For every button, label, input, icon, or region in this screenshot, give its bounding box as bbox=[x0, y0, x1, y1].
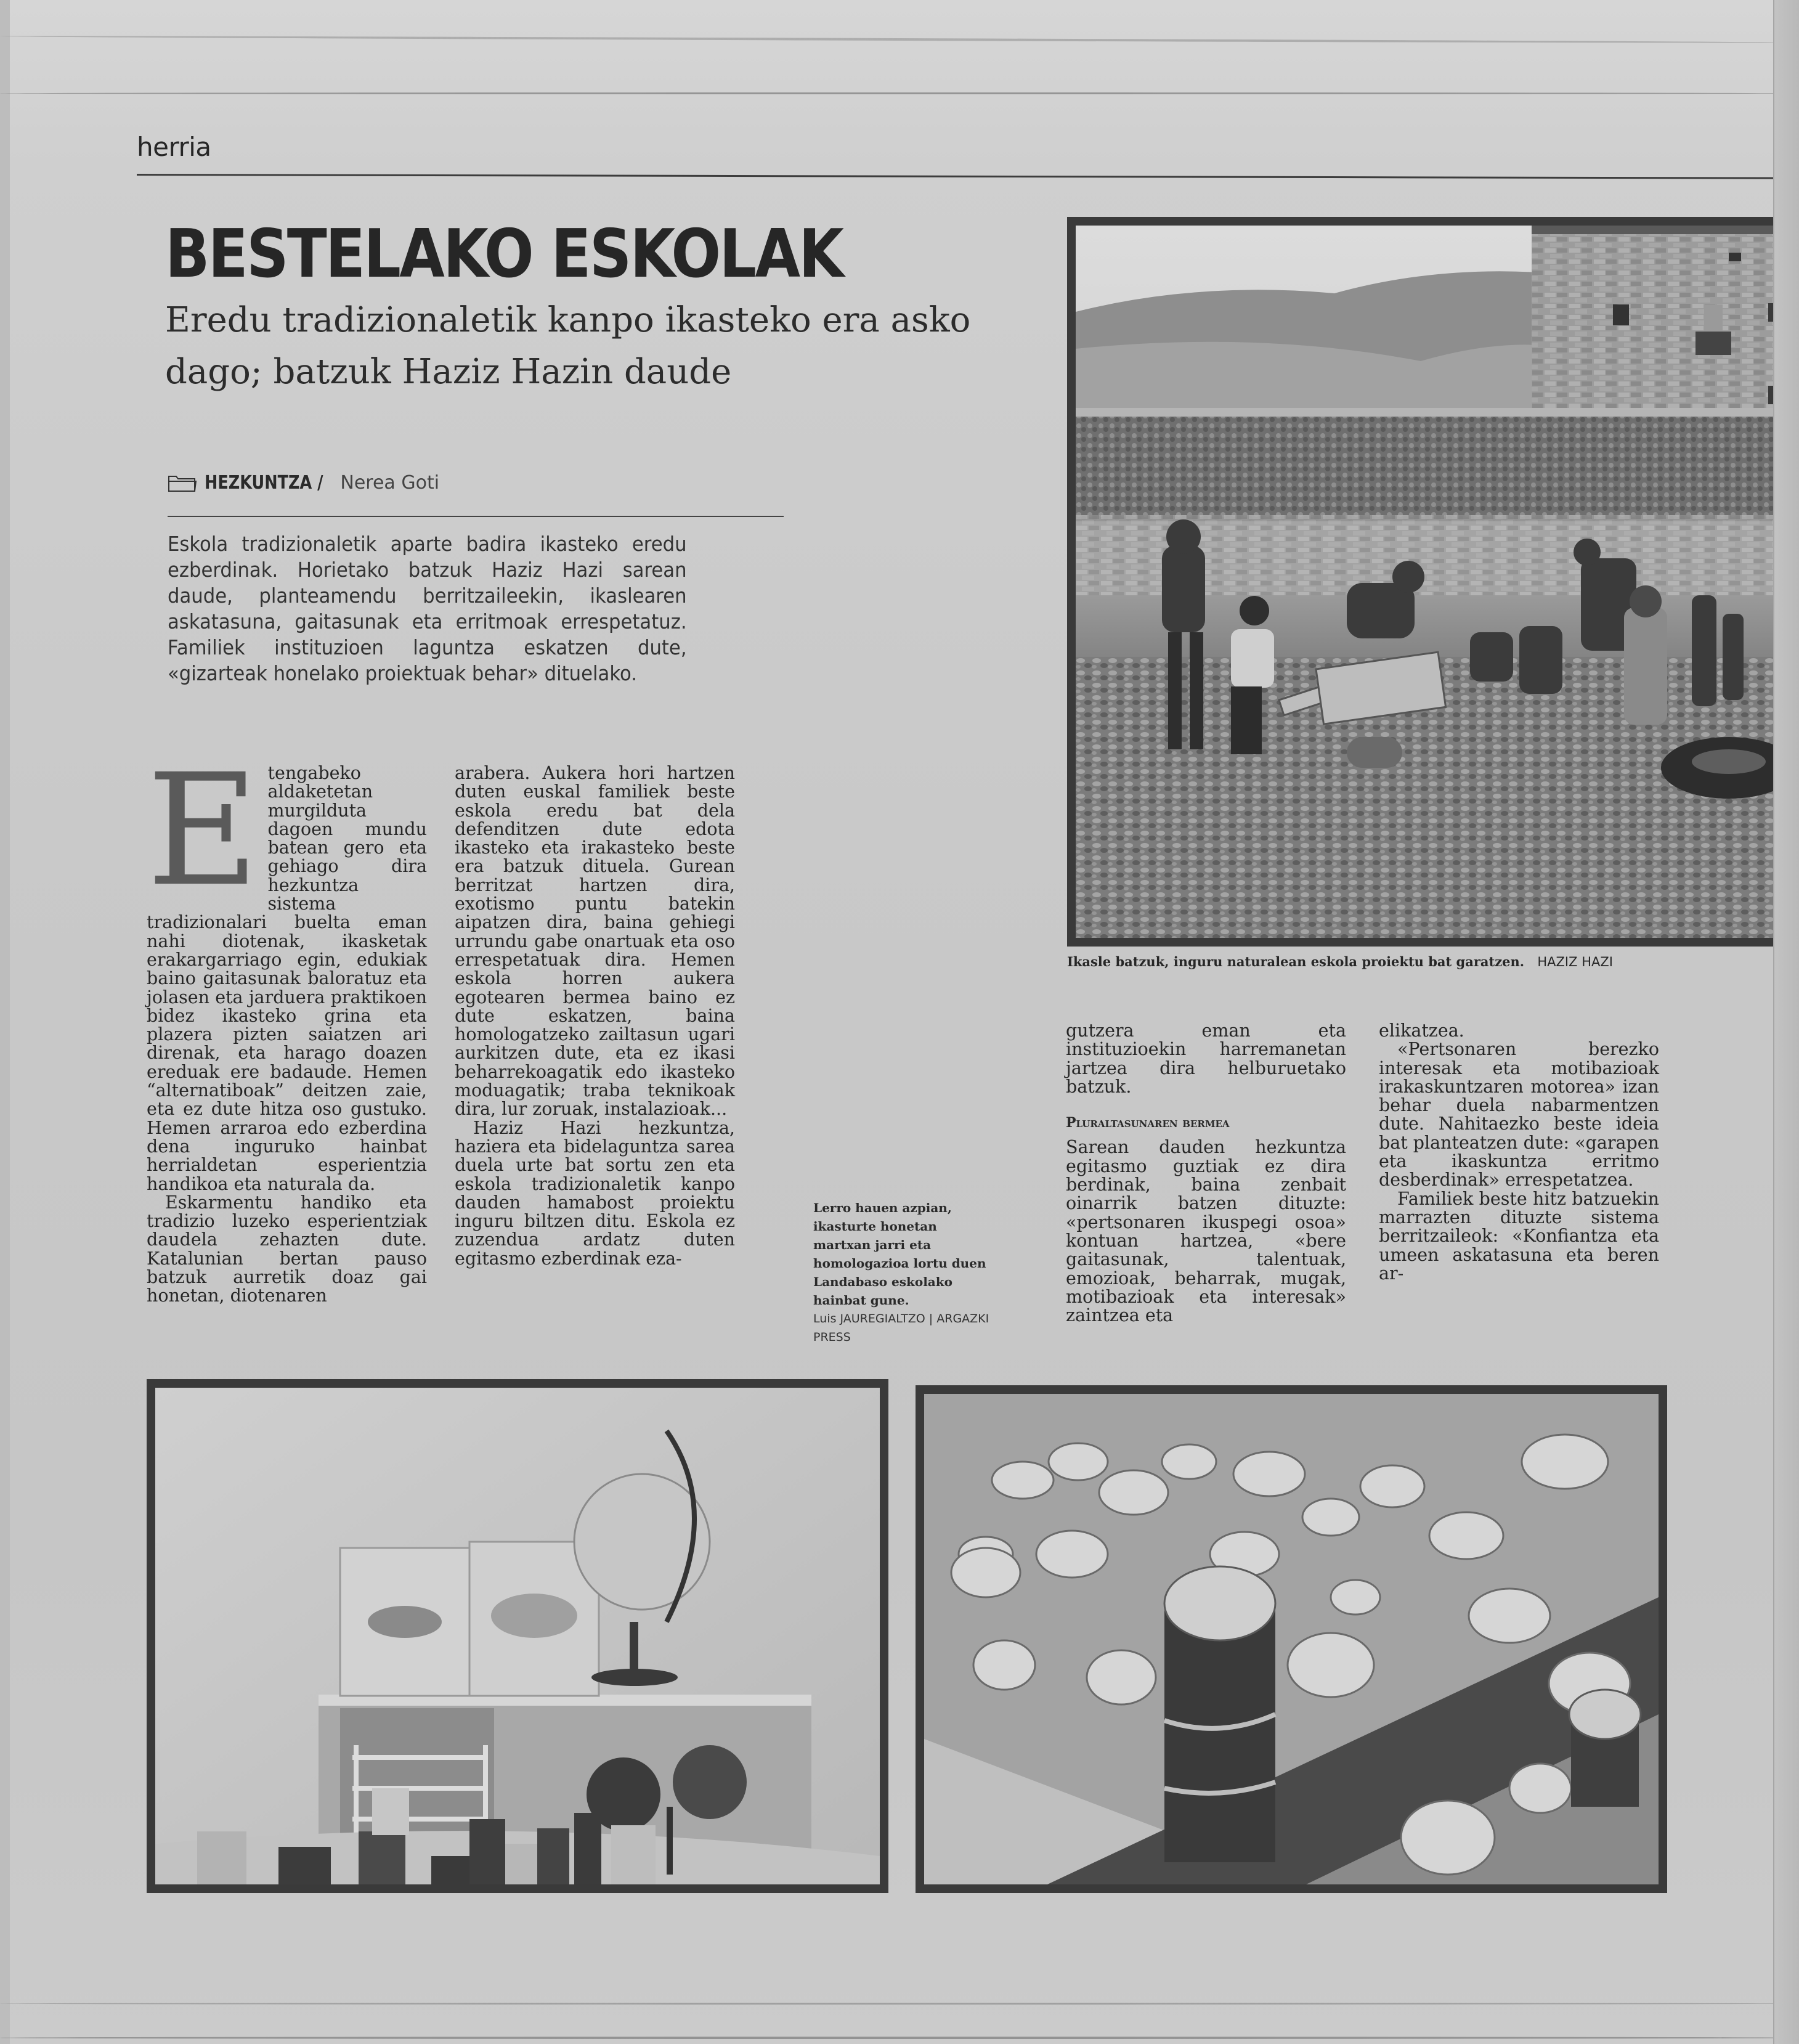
photo-caption-top bbox=[1067, 954, 1613, 969]
body-paragraph: Eskarmentu handiko eta tradizio luzeko esperientziak daudela zehazten dute. Katalunian bertan pauso batzuk aurretik doaz gai honetan, diotenaren bbox=[147, 1192, 427, 1306]
paper-fold bbox=[0, 92, 1799, 94]
photo-illustration bbox=[155, 1388, 880, 1884]
paper-edge-right bbox=[1773, 0, 1799, 2044]
byline-topic: HEZKUNTZA / bbox=[205, 472, 323, 494]
section-label: herria bbox=[137, 132, 211, 162]
paper-fold bbox=[0, 35, 1799, 44]
photo-wooden-slices bbox=[916, 1385, 1667, 1893]
body-paragraph: elikatzea. bbox=[1379, 1020, 1464, 1041]
paper-edge-left bbox=[0, 0, 10, 2044]
photo-illustration bbox=[1076, 226, 1790, 938]
byline-divider bbox=[168, 516, 784, 517]
drop-cap: E bbox=[147, 741, 259, 920]
byline-author: Nerea Goti bbox=[340, 472, 440, 494]
photo-illustration bbox=[924, 1394, 1659, 1884]
article-headline: BESTELAKO ESKOLAK bbox=[165, 216, 843, 293]
photo-children-outdoors bbox=[1067, 217, 1799, 947]
article-lede: Eskola tradizionaletik aparte badira ikasteko eredu ezberdinak. Horietako batzuk Haziz Hazi sarean daude, planteamendu berritzaileekin, ikaslearen askatasuna, gaitasunak eta erritmoak errespetatuz. Familiek instituzioen laguntza eskatzen dute, «gizarteak honelako proiektuak behar» dituelako. bbox=[168, 532, 687, 685]
caption-text: Ikasle batzuk, inguru naturalean eskola proiektu bat garatzen. bbox=[1067, 954, 1525, 969]
body-column-5 bbox=[1379, 1022, 1659, 1283]
body-column-2 bbox=[455, 764, 735, 1268]
body-paragraph: Sarean dauden hezkuntza egitasmo guztiak ez dira berdinak, baina zenbait oinarrik batzen dituzte: «pertsonaren ikuspegi osoa» kontuan hartzea, «bere gaitasunak, talentuak, emozioak, beharrak, mugak, motibazioak eta interesak» zaintzea eta bbox=[1066, 1137, 1346, 1326]
paper-fold bbox=[0, 2037, 1799, 2039]
body-column-4 bbox=[1066, 1022, 1346, 1325]
photo-credit: Luis JAUREGIALTZO | ARGAZKI PRESS bbox=[813, 1312, 989, 1344]
body-paragraph: arabera. Aukera hori hartzen duten euskal familiek beste eskola eredu bat dela defenditzen dute edota ikasteko eta irakasteko beste era batzuk dituela. Gurean berritzat hartzen dira, exotismo puntu batekin aipatzen dira, baina gehiegi urrundu gabe onartuak eta oso errespetatuak dira. Hemen eskola horren aukera egotearen bermea baino ez dute eskatzen, baina homologatzeko zailtasun ugari aurkitzen dute, eta ez ikasi beharrekoagatik edo ikasteko moduagatik; traba teknikoak dira, lur zoruak, instalazioak... bbox=[455, 763, 735, 1120]
photo-credit: HAZIZ HAZI bbox=[1537, 955, 1613, 969]
body-paragraph: gutzera eman eta instituzioekin harremanetan jartzea dira helburuetako batzuk. bbox=[1066, 1020, 1346, 1097]
photo-caption-side bbox=[813, 1199, 998, 1346]
section-subtitle: Pluraltasunaren bermea bbox=[1066, 1115, 1230, 1131]
body-paragraph: Familiek beste hitz batzuekin marrazten dituzte sistema berritzaileok: «Konfiantza eta umeen askatasuna eta beren ar- bbox=[1379, 1188, 1659, 1284]
body-column-1 bbox=[147, 741, 427, 1306]
byline bbox=[168, 472, 439, 494]
photo-classroom-materials bbox=[147, 1379, 888, 1893]
body-paragraph: «Pertsonaren berezko interesak eta motibazioak irakaskuntzaren motorea» izan behar duela nabarmentzen dute. Nahitaezko beste ideia bat planteatzen dute: «garapen eta ikaskuntza erritmo desberdinak» errespetatzea. bbox=[1379, 1039, 1659, 1191]
section-divider bbox=[137, 174, 1799, 179]
article-subhead: Eredu tradizionaletik kanpo ikasteko era asko dago; batzuk Haziz Hazin daude bbox=[165, 300, 971, 392]
body-paragraph: tengabeko aldaketetan murgilduta dagoen mundu batean gero eta gehiago dira hezkuntza sistema tradizionalari buelta eman nahi diotenak, ikasketak erakargarriago egin, edukiak baino gaitasunak baloratuz eta jolasen eta jarduera praktikoen bidez ikasteko grina eta plazera pizten saiatzen ari direnak, eta harago doazen ereduak ere badaude. Hemen “alternatiboak” deitzen zaie, eta ez dute hitza oso gustuko. Hemen arraroa edo ezberdina dena inguruko hainbat herrialdetan esperientzia handikoa eta naturala da. bbox=[147, 763, 427, 1194]
body-paragraph: Haziz Hazi hezkuntza, haziera eta bidelaguntza sarea duela urte bat sortu zen eta eskola tradizionaletik kanpo dauden hamabost proiektu inguru biltzen ditu. Eskola ez zuzendua ardatz duten egitasmo ezberdinak eza- bbox=[455, 1117, 735, 1269]
folder-icon bbox=[168, 474, 197, 492]
caption-text: Lerro hauen azpian, ikasturte honetan martxan jarri eta homologazioa lortu duen Landabaso eskolako hainbat gune. bbox=[813, 1200, 986, 1308]
paper-fold bbox=[0, 2003, 1799, 2005]
